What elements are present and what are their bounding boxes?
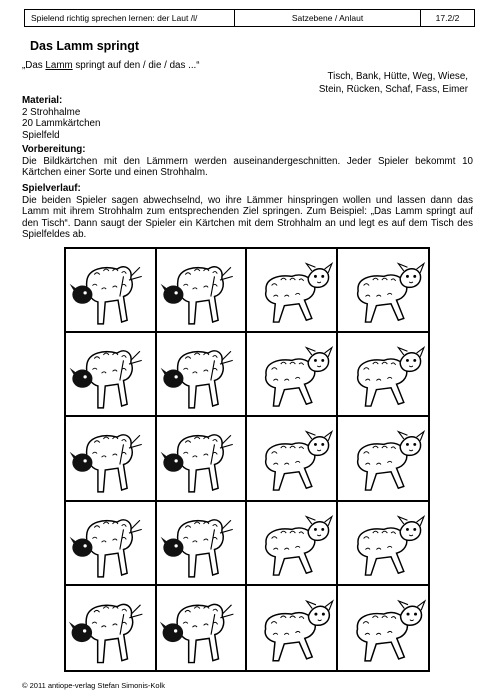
quote-open: „Das	[22, 60, 46, 71]
white-lamb-card	[338, 586, 429, 670]
word-list-line-2: Stein, Rücken, Schaf, Fass, Eimer	[318, 84, 468, 95]
white-lamb-icon	[338, 586, 429, 670]
black-face-lamb-card	[157, 333, 248, 417]
quote-lamm: Lamm	[45, 60, 73, 71]
white-lamb-card	[338, 502, 429, 586]
black-face-lamb-icon	[157, 417, 246, 499]
black-face-lamb-icon	[157, 333, 246, 415]
black-face-lamb-card	[157, 249, 248, 333]
white-lamb-icon	[247, 333, 336, 415]
spielverlauf-heading: Spielverlauf:	[22, 183, 81, 194]
material-heading: Material:	[22, 95, 63, 106]
lamb-card-board	[64, 247, 430, 672]
target-word-list	[228, 70, 468, 96]
vorbereitung-section	[22, 144, 473, 179]
white-lamb-card	[247, 333, 338, 417]
white-lamb-icon	[247, 249, 336, 331]
spielverlauf-section	[22, 183, 473, 241]
white-lamb-card	[338, 249, 429, 333]
white-lamb-card	[338, 417, 429, 501]
black-face-lamb-icon	[66, 249, 155, 331]
white-lamb-icon	[247, 586, 336, 670]
black-face-lamb-icon	[157, 249, 246, 331]
copyright-footer: © 2011 antiope-verlag Stefan Simonis-Kolk	[22, 681, 165, 690]
material-item: 20 Lammkärtchen	[22, 118, 101, 130]
black-face-lamb-icon	[66, 502, 155, 584]
black-face-lamb-card	[66, 502, 157, 586]
word-list-line-1: Tisch, Bank, Hütte, Weg, Wiese,	[327, 71, 468, 82]
vorbereitung-text: Die Bildkärtchen mit den Lämmern werden auseinandergeschnitten. Jeder Spieler bekommt 10 Kärtchen einer Sorte und einen Strohhalm.	[22, 155, 473, 179]
white-lamb-icon	[247, 502, 336, 584]
black-face-lamb-icon	[66, 586, 155, 670]
black-face-lamb-card	[157, 417, 248, 501]
black-face-lamb-card	[66, 417, 157, 501]
header-level: Satzebene / Anlaut	[235, 10, 421, 26]
white-lamb-icon	[338, 249, 429, 331]
black-face-lamb-card	[157, 502, 248, 586]
white-lamb-card	[338, 333, 429, 417]
white-lamb-icon	[338, 417, 429, 499]
white-lamb-card	[247, 502, 338, 586]
white-lamb-card	[247, 417, 338, 501]
material-item: Spielfeld	[22, 129, 60, 141]
white-lamb-icon	[247, 417, 336, 499]
black-face-lamb-card	[157, 586, 248, 670]
page-header	[24, 9, 475, 27]
white-lamb-card	[247, 586, 338, 670]
black-face-lamb-icon	[157, 586, 246, 670]
white-lamb-icon	[338, 502, 429, 584]
header-topic: Spielend richtig sprechen lernen: der Laut /l/	[25, 10, 235, 26]
black-face-lamb-card	[66, 586, 157, 670]
target-sentence	[22, 60, 200, 71]
white-lamb-icon	[338, 333, 429, 415]
vorbereitung-heading: Vorbereitung:	[22, 144, 86, 155]
black-face-lamb-icon	[157, 502, 246, 584]
quote-rest: springt auf den / die / das ...“	[72, 60, 200, 71]
material-section	[22, 95, 473, 141]
header-page-number: 17.2/2	[435, 13, 460, 23]
black-face-lamb-icon	[66, 333, 155, 415]
black-face-lamb-card	[66, 333, 157, 417]
white-lamb-card	[247, 249, 338, 333]
spielverlauf-text: Die beiden Spieler sagen abwechselnd, wo ihre Lämmer hinspringen wollen und lassen dann das Lamm mit ihrem Strohhalm zum entsprechenden Ziel springen. Zum Beispiel: „Das Lamm springt auf den Tisch“. Dann saugt der Spieler ein Kärtchen mit dem Strohhalm an und legt es auf dem Tisch des Spielfeldes ab.	[22, 194, 473, 241]
page-title: Das Lamm springt	[30, 39, 140, 53]
material-item: 2 Strohhalme	[22, 106, 81, 118]
black-face-lamb-icon	[66, 417, 155, 499]
black-face-lamb-card	[66, 249, 157, 333]
